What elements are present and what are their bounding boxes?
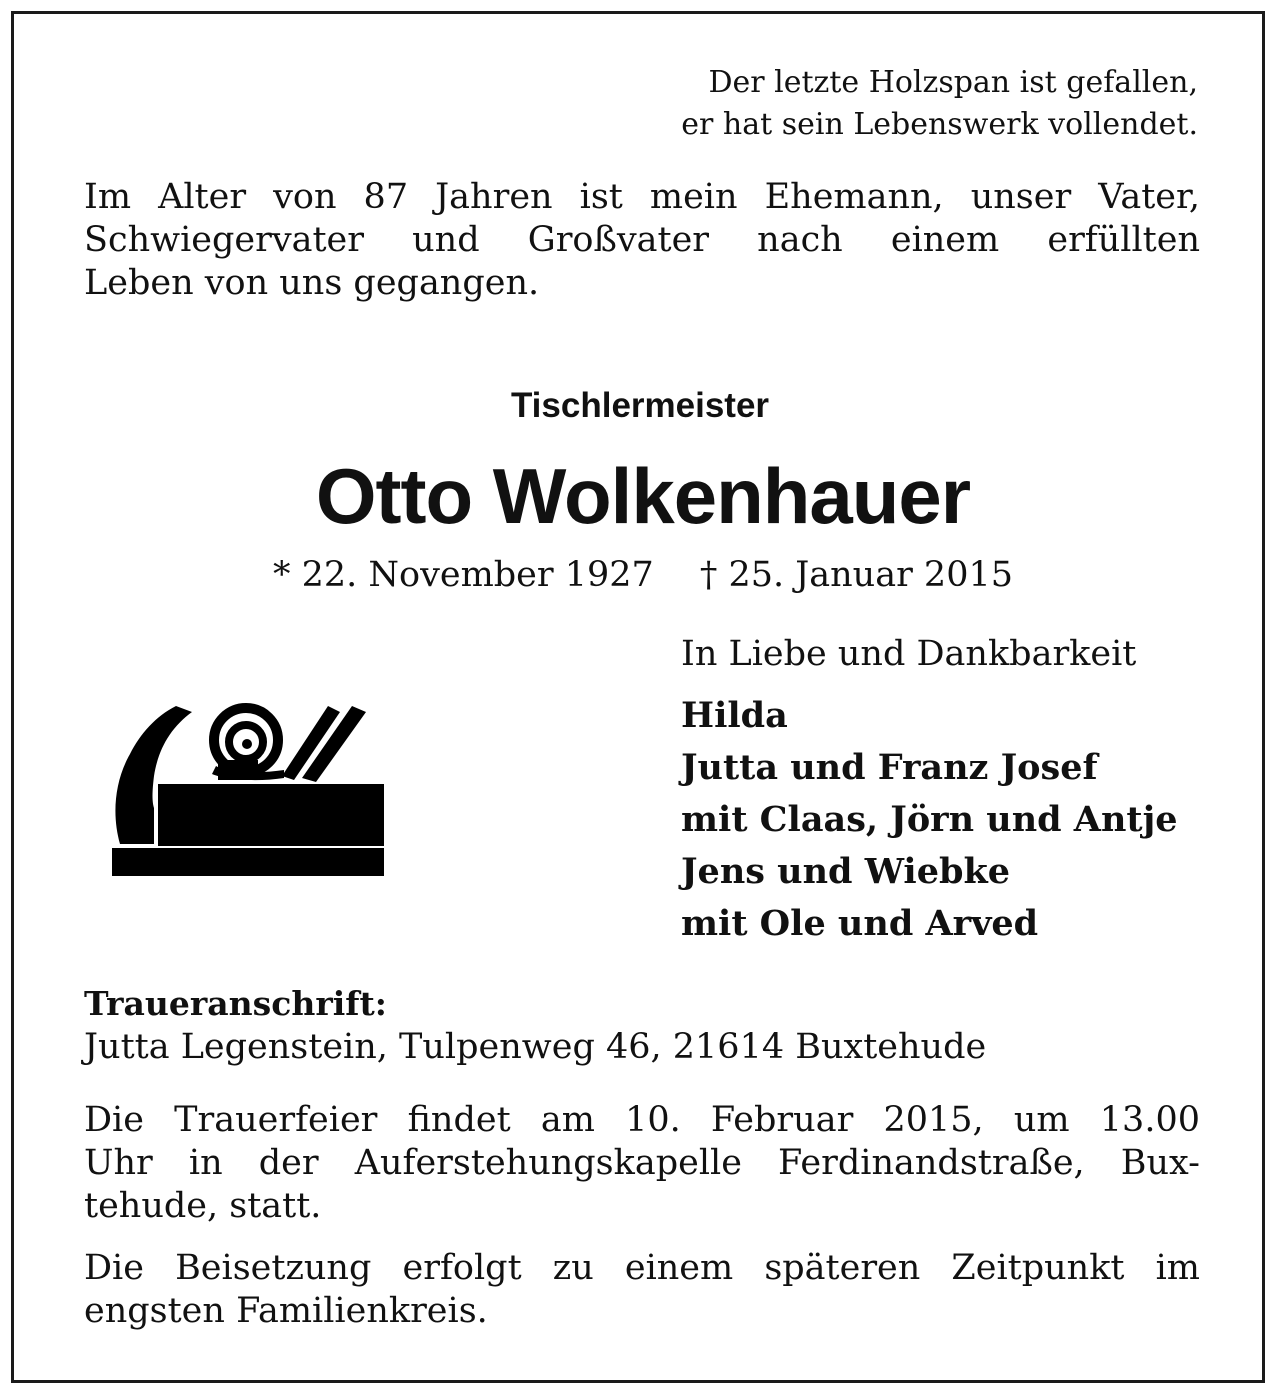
carpenter-plane-icon: [108, 698, 388, 880]
burial-line-2: engsten Familienkreis.: [84, 1291, 488, 1331]
dedication-text: In Liebe und Dankbarkeit: [681, 634, 1137, 674]
mourner-name: mit Ole und Arved: [681, 903, 1039, 944]
intro-paragraph: [84, 176, 1200, 305]
motto-line-2: er hat sein Lebenswerk vollendet.: [681, 107, 1198, 142]
ceremony-line-3: tehude, statt.: [84, 1186, 322, 1226]
ceremony-paragraph: [84, 1099, 1200, 1228]
death-date: † 25. Januar 2015: [699, 555, 1014, 595]
address-value: Jutta Legenstein, Tulpenweg 46, 21614 Buxtehude: [84, 1027, 987, 1067]
occupation-title: Tischlermeister: [510, 386, 770, 425]
motto-line-1: Der letzte Holzspan ist gefallen,: [708, 65, 1198, 100]
burial-line-1: Die Beisetzung erfolgt zu einem späteren Zeitpunkt im: [84, 1248, 1200, 1288]
mourner-name: mit Claas, Jörn und Antje: [681, 799, 1178, 840]
life-dates: [0, 552, 1280, 598]
intro-line-1: Im Alter von 87 Jahren ist mein Ehemann, unser Vater,: [84, 177, 1200, 217]
intro-line-2: Schwiegervater und Großvater nach einem erfüllten: [84, 220, 1200, 260]
ceremony-line-1: Die Trauerfeier findet am 10. Februar 2015, um 13.00: [84, 1100, 1200, 1140]
motto-verse: [560, 62, 1198, 146]
plane-body: [158, 784, 384, 846]
mourner-name: Hilda: [681, 695, 788, 736]
deceased-name: Otto Wolkenhauer: [315, 452, 971, 540]
address-label: Traueranschrift:: [84, 984, 387, 1023]
burial-paragraph: [84, 1247, 1200, 1333]
mourner-name: Jens und Wiebke: [681, 851, 1010, 892]
plane-base: [112, 848, 384, 876]
ceremony-line-2: Uhr in der Auferstehungskapelle Ferdinandstraße, Bux-: [84, 1143, 1200, 1183]
mourner-list: [681, 690, 1241, 950]
mourner-name: Jutta und Franz Josef: [681, 747, 1098, 788]
intro-line-3: Leben von uns gegangen.: [84, 263, 540, 303]
mourners-block: [681, 632, 1241, 950]
birth-date: * 22. November 1927: [272, 555, 654, 595]
